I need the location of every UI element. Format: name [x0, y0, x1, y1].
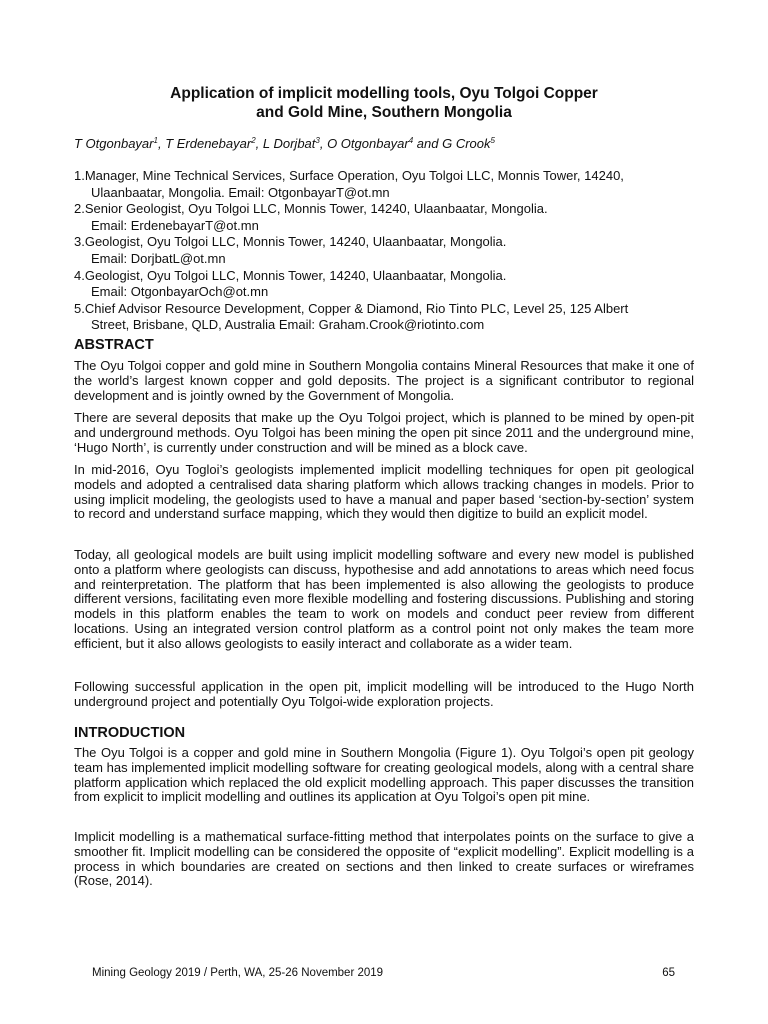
page-number: 65	[662, 967, 675, 979]
affiliation-item: 3.Geologist, Oyu Tolgoi LLC, Monnis Tower, 14240, Ulaanbaatar, Mongolia. Email: DorjbatL@ot.mn	[74, 234, 507, 266]
paper-title	[0, 84, 768, 122]
affiliation-item: 1.Manager, Mine Technical Services, Surface Operation, Oyu Tolgoi LLC, Monnis Tower, 14240, Ulaanbaatar, Mongolia. Email: OtgonbayarT@ot.mn	[74, 168, 624, 200]
abstract-paragraph: Today, all geological models are built using implicit modelling software and every new model is published onto a platform where geologists can discuss, hypothesise and add annotations to areas which need focus and reinterpretation. The platform that has been implemented is also allowing the geologists to produce different versions, facilitating even more flexible modelling and fostering discussions. Publishing and storing models in this platform enables the team to work on models and conduct peer review from different locations. Using an integrated version control platform as a control point not only makes the team more efficient, but it also allows geologists to easily interact and collaborate as a wider team.	[74, 547, 694, 651]
abstract-paragraph: The Oyu Tolgoi copper and gold mine in Southern Mongolia contains Mineral Resources that make it one of the world’s largest known copper and gold deposits. The project is a significant contributor to regional development and is jointly owned by the Government of Mongolia.	[74, 358, 694, 403]
author: G Crook$^5$	[442, 136, 495, 151]
abstract-paragraph: There are several deposits that make up the Oyu Tolgoi project, which is planned to be mined by open-pit and underground methods. Oyu Tolgoi has been mining the open pit since 2011 and the underground mine, ‘Hugo North’, is currently under construction and will be mined as a block cave.	[74, 410, 694, 455]
author: T Otgonbayar$^1$	[74, 136, 158, 151]
affiliation-item: 4.Geologist, Oyu Tolgoi LLC, Monnis Tower, 14240, Ulaanbaatar, Mongolia. Email: OtgonbayarOch@ot.mn	[74, 267, 507, 300]
abstract-paragraph: Following successful application in the open pit, implicit modelling will be introduced to the Hugo North underground project and potentially Oyu Tolgoi-wide exploration projects.	[74, 679, 694, 709]
title-line-1: Application of implicit modelling tools, Oyu Tolgoi Copper	[170, 85, 598, 102]
abstract-paragraph: In mid-2016, Oyu Togloi’s geologists implemented implicit modelling techniques for open pit geological models and adopted a centralised data sharing platform which allows tracking changes in models. Prior to using implicit modeling, the geologists used to have a manual and paper based ‘section-by-section’ system to record and understand surface mapping, which they would then digitize to build an explicit model.	[74, 462, 694, 522]
introduction-paragraph: The Oyu Tolgoi is a copper and gold mine in Southern Mongolia (Figure 1). Oyu Tolgoi’s open pit geology team has implemented implicit modelling software for creating geological models, along with a central share platform application which replaced the old explicit modelling approach. This paper discusses the transition from explicit to implicit modelling and outlines its application at Oyu Tolgoi’s open pit mine.	[74, 745, 694, 805]
introduction-paragraph: Implicit modelling is a mathematical surface-fitting method that interpolates points on the surface to give a smoother fit. Implicit modelling can be considered the opposite of “explicit modelling”. Explicit modelling is a process in which boundaries are created on sections and then linked to create surfaces or wireframes (Rose, 2014).	[74, 829, 694, 889]
title-line-2: and Gold Mine, Southern Mongolia	[256, 104, 512, 121]
author: O Otgonbayar$^4$	[327, 136, 414, 151]
affiliation-item: 5.Chief Advisor Resource Development, Copper & Diamond, Rio Tinto PLC, Level 25, 125 Albert Street, Brisbane, QLD, Australia Email: Graham.Crook@riotinto.com	[74, 300, 629, 333]
affiliation-list	[74, 168, 704, 334]
author-list: T Otgonbayar$^1$, T Erdenebayar$^2$, L Dorjbat$^3$, O Otgonbayar$^4$ and G Crook$^5$	[74, 136, 495, 151]
affiliation-item: 2.Senior Geologist, Oyu Tolgoi LLC, Monnis Tower, 14240, Ulaanbaatar, Mongolia. Email: ErdenebayarT@ot.mn	[74, 201, 548, 233]
introduction-heading: INTRODUCTION	[74, 725, 186, 741]
abstract-heading: ABSTRACT	[74, 337, 154, 353]
author: L Dorjbat$^3$	[262, 136, 320, 151]
author: T Erdenebayar$^2$	[165, 136, 256, 151]
footer-conference: Mining Geology 2019 / Perth, WA, 25-26 November 2019	[92, 967, 384, 979]
